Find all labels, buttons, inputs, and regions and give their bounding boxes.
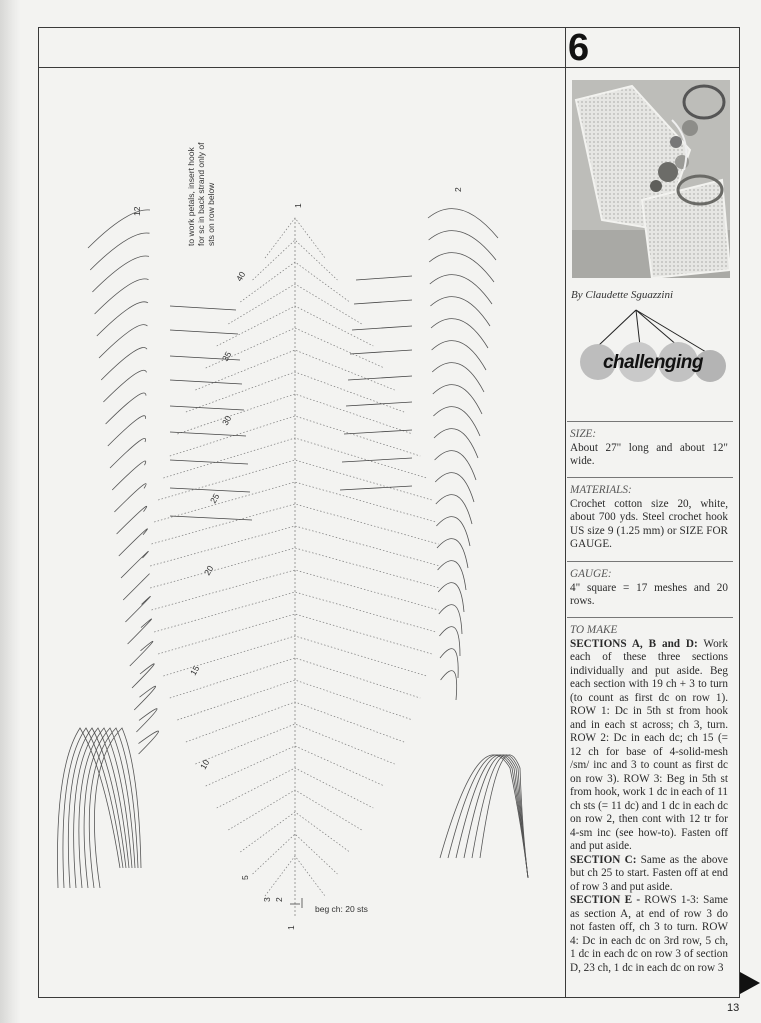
connection-arrow	[350, 350, 412, 354]
instruction-lead: SECTION E -	[570, 894, 645, 906]
section-number-label: 12	[132, 206, 142, 216]
right-petal-arc	[441, 671, 457, 700]
left-petal-arc	[139, 731, 159, 754]
instruction-paragraph	[570, 894, 728, 975]
right-petal-arc	[435, 451, 476, 480]
instruction-lead: SECTIONS A, B and D:	[570, 637, 698, 650]
left-petal-arc	[112, 461, 146, 490]
right-petal-arc	[438, 561, 466, 590]
connection-arrow	[348, 376, 412, 380]
right-petal-arc	[439, 605, 462, 634]
left-petal-arc	[136, 709, 157, 732]
gauge-heading: GAUGE:	[570, 568, 612, 580]
connection-arrow	[340, 486, 412, 490]
row-marker: 2	[274, 897, 284, 902]
connection-arrow	[170, 432, 246, 436]
right-petal-arc	[435, 473, 474, 502]
page-binding-shadow	[0, 0, 20, 1023]
section-divider	[567, 561, 733, 562]
crochet-doily-photo	[572, 80, 730, 278]
next-page-arrow-icon	[740, 972, 760, 994]
section-divider	[567, 477, 733, 478]
left-petal-arc	[92, 256, 149, 292]
to-make-section	[570, 624, 728, 975]
connection-arrow	[342, 458, 412, 462]
left-petal-arc	[132, 664, 154, 688]
left-loop-arc	[74, 728, 129, 888]
row-marker: 1	[286, 925, 296, 930]
right-petal-arc	[437, 539, 468, 568]
instruction-lead: SECTION C:	[570, 853, 637, 866]
gauge-section	[570, 568, 728, 609]
connection-arrow	[352, 326, 412, 330]
materials-heading: MATERIALS:	[570, 484, 632, 496]
size-heading: SIZE:	[570, 428, 597, 440]
column-divider	[565, 28, 566, 997]
left-petal-arc	[134, 686, 155, 710]
left-petal-arc	[114, 484, 146, 512]
right-petal-arc	[438, 583, 464, 612]
left-loop-arc	[63, 728, 123, 888]
instruction-text: Work each of these three sections individually and put aside. Beg each section with 19 ch + 3 to turn (to count as first dc on row 1). ROW 1: Dc in 5th st from hook and in each st across; ch 3, turn. ROW 2: Dc in each dc; ch 15 (= 12 ch for base of 4-solid-mesh /sm/ inc and 3 to count as first dc on row 3). ROW 3: Beg in 5th st from hook, work 1 dc in each of 11 ch sts (= 11 dc) and 1 dc in each dc on row 2, then cont with 12 tr for 4-sm inc (see how-to). Fasten off and put aside.	[570, 637, 729, 852]
instruction-paragraph	[570, 854, 728, 895]
left-loop-arc	[57, 728, 120, 888]
left-petal-arc	[130, 641, 153, 666]
right-petal-arc	[431, 319, 488, 348]
left-petal-arc	[108, 416, 146, 446]
connection-arrow	[170, 488, 250, 492]
skill-level-label: challenging	[602, 352, 704, 373]
left-petal-arc	[97, 302, 148, 336]
section-number-label: 1	[293, 203, 303, 208]
right-petal-arc	[433, 385, 482, 414]
right-petal-arc	[434, 429, 478, 458]
left-petal-arc	[121, 551, 148, 578]
gauge-text: 4" square = 17 meshes and 20 rows.	[570, 581, 728, 607]
left-petal-arc	[119, 529, 148, 556]
instruction-text: ROWS 1-3: Same as section A, at end of row 3 do not fasten off, ch 3 to turn. ROW 4: Dc in each dc on 3rd row, 5 ch, 1 dc in each dc on row 3 of section D, 23 ch, 1 dc in each dc on row 3	[570, 894, 728, 974]
left-petal-arc	[106, 393, 146, 424]
materials-section	[570, 484, 728, 552]
left-petal-arc	[101, 347, 147, 380]
instruction-text: Same as the above but ch 25 to start. Fasten off at end of row 3 and put aside.	[570, 853, 728, 893]
author-credit: By Claudette Sguazzini	[571, 289, 674, 301]
connection-arrow	[170, 380, 242, 384]
right-petal-arc	[433, 407, 480, 436]
skill-level-badge	[578, 306, 728, 416]
row-marker: 20	[202, 563, 216, 577]
pattern-number: 6	[568, 27, 590, 69]
left-petal-arc	[95, 279, 149, 314]
materials-text: Crochet cotton size 20, white, about 700 yds. Steel crochet hook US size 9 (1.25 mm) or SIZE FOR GAUGE.	[570, 497, 728, 550]
page-number: 13	[727, 1002, 740, 1014]
row-marker: 40	[234, 269, 248, 283]
row-marker: 25	[208, 491, 222, 505]
right-petal-arc	[432, 363, 484, 392]
left-petal-arc	[123, 574, 149, 600]
chart-instruction-note: to work petals, insert hook for sc in back strand only of sts on row below	[186, 142, 216, 246]
connection-arrow	[346, 402, 412, 406]
size-section	[570, 428, 728, 469]
right-petal-arc	[436, 495, 472, 524]
row-marker: 3	[262, 897, 272, 902]
row-marker: 10	[198, 757, 212, 771]
right-petal-arc	[432, 341, 486, 370]
right-petal-arc	[439, 627, 460, 656]
connection-arrow	[170, 460, 248, 464]
beginning-chain-label: beg ch: 20 sts	[315, 904, 368, 914]
left-petal-arc	[125, 596, 150, 622]
section-number-label: 2	[453, 187, 463, 192]
instruction-paragraph	[570, 638, 728, 854]
left-petal-arc	[99, 325, 148, 358]
connection-arrow	[170, 406, 244, 410]
left-petal-arc	[103, 370, 146, 402]
size-text: About 27" long and about 12" wide.	[570, 441, 728, 467]
left-petal-arc	[117, 506, 147, 534]
connection-arrow	[170, 306, 236, 310]
connection-arrow	[170, 330, 238, 334]
connection-arrow	[344, 430, 412, 434]
row-marker: 35	[220, 349, 234, 363]
right-loop-arc	[448, 755, 528, 878]
crochet-chart	[40, 68, 564, 996]
row-marker: 5	[240, 875, 250, 880]
left-petal-arc	[128, 619, 152, 644]
connection-arrow	[354, 300, 412, 304]
right-petal-arc	[436, 517, 470, 546]
row-marker: 15	[188, 663, 202, 677]
connection-arrow	[170, 516, 252, 520]
row-marker: 30	[220, 413, 234, 427]
left-petal-arc	[90, 233, 149, 270]
to-make-heading: TO MAKE	[570, 624, 618, 636]
connection-arrow	[356, 276, 412, 280]
section-divider	[567, 617, 733, 618]
section-divider	[567, 421, 733, 422]
